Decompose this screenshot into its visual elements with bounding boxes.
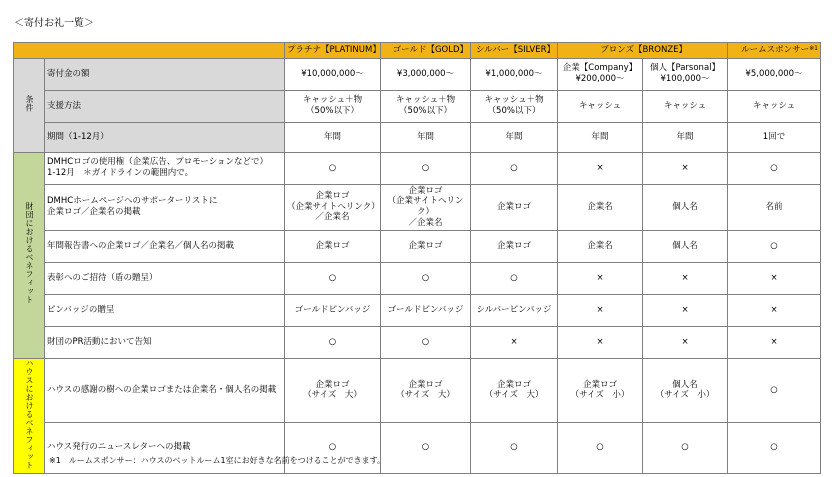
row-label-line: 財団のPR活動において告知 — [47, 336, 152, 347]
table-cell — [558, 230, 643, 262]
cell-text: × — [681, 272, 689, 283]
cell-text: ¥1,000,000～ — [485, 68, 543, 79]
cell-text: 企業名 — [587, 240, 613, 251]
cell-text: × — [596, 304, 604, 315]
table-cell — [381, 122, 471, 152]
row-label-line: 企業ロゴ／企業名の掲載 — [47, 207, 141, 217]
table-cell — [285, 152, 381, 184]
donation-benefits-table — [13, 42, 821, 474]
table-cell — [728, 262, 821, 294]
row-label — [45, 326, 285, 358]
col-header-room-sponsor: ルームスポンサー$^{※1}$ — [728, 43, 821, 59]
table-row — [14, 262, 821, 294]
section-label: 条件 — [25, 94, 34, 112]
col-header-bronze: ブロンズ【BRONZE】 — [558, 43, 728, 59]
cell-text: 年間 — [323, 131, 341, 142]
table-cell — [471, 230, 558, 262]
cell-text: × — [681, 162, 689, 173]
cell-text: ○ — [421, 336, 430, 347]
table-cell — [285, 358, 381, 422]
footnote: ※1 ルームスポンサー：ハウスのベットルーム1室にお好きな名前をつけることができます。 — [49, 456, 385, 465]
row-label-line: DMHCホームページへのサポーターリストに — [47, 196, 218, 207]
cell-text: （企業サイトへリンク） — [287, 201, 380, 212]
table-cell — [728, 184, 821, 230]
row-label-line: 1-12月 ＊ガイドラインの範囲内で。 — [47, 168, 194, 178]
cell-text: ○ — [770, 442, 778, 453]
table-cell — [643, 122, 728, 152]
table-cell — [471, 152, 558, 184]
cell-text: 企業【Company】 — [562, 63, 638, 74]
row-label — [45, 230, 285, 262]
table-cell — [643, 152, 728, 184]
page-title: ＜寄付お礼一覧＞ — [14, 18, 94, 29]
cell-text: キャッシュ＋物 — [484, 95, 544, 106]
cell-text: ○ — [328, 442, 337, 453]
cell-text: 年間 — [416, 131, 434, 142]
cell-text: × — [770, 336, 778, 347]
table-cell — [558, 58, 643, 90]
table-cell — [471, 262, 558, 294]
cell-text: （企業サイトへリンク） — [387, 196, 464, 217]
cell-text: 名前 — [765, 201, 783, 212]
table-row — [14, 90, 821, 122]
table-cell — [381, 90, 471, 122]
cell-text: ¥3,000,000～ — [396, 68, 455, 79]
table-cell — [558, 326, 643, 358]
cell-text: 企業ロゴ — [315, 379, 350, 390]
cell-text: ¥200,000～ — [575, 74, 625, 84]
cell-text: 個人名 — [672, 201, 698, 212]
col-header-silver: シルバー【SILVER】 — [471, 43, 558, 59]
table-cell — [471, 326, 558, 358]
table-cell — [728, 230, 821, 262]
cell-text: ゴールドピンバッジ — [294, 304, 371, 315]
table-cell — [471, 122, 558, 152]
table-row — [14, 358, 821, 422]
table-cell — [558, 90, 643, 122]
cell-text: 年間 — [591, 131, 609, 142]
table-cell — [728, 294, 821, 326]
cell-text: ○ — [770, 162, 778, 173]
table-cell — [471, 358, 558, 422]
cell-text: 年間 — [505, 131, 523, 142]
table-cell — [381, 58, 471, 90]
table-cell — [285, 90, 381, 122]
row-label-line: 年間報告書への企業ロゴ／企業名／個人名の掲載 — [47, 240, 235, 251]
cell-text: キャッシュ — [752, 100, 796, 111]
row-label — [45, 122, 285, 152]
table-cell — [643, 262, 728, 294]
row-label-line: 支援方法 — [47, 100, 82, 111]
cell-text: ○ — [681, 442, 689, 453]
cell-text: ／企業名 — [315, 212, 350, 223]
cell-text: 企業ロゴ — [496, 240, 531, 251]
table-cell — [285, 58, 381, 90]
table-cell — [381, 152, 471, 184]
cell-text: （サイズ 大） — [396, 390, 455, 401]
table-cell — [558, 152, 643, 184]
table-cell — [643, 358, 728, 422]
cell-text: ○ — [328, 336, 337, 347]
table-row — [14, 294, 821, 326]
cell-text: （50%以下） — [399, 106, 452, 116]
table-cell — [285, 262, 381, 294]
row-label-line: 寄付金の額 — [47, 68, 90, 79]
table-cell — [285, 294, 381, 326]
row-label-line: 表彰へのご招待（盾の贈呈） — [47, 272, 158, 283]
row-label-line: ハウスの感謝の樹への企業ロゴまたは企業名・個人名の掲載 — [47, 384, 277, 395]
cell-text: ¥5,000,000～ — [745, 68, 803, 79]
cell-text: × — [596, 272, 604, 283]
cell-text: （サイズ 大） — [303, 390, 362, 401]
col-header-gold: ゴールド【GOLD】 — [381, 43, 471, 59]
cell-text: 企業ロゴ — [408, 185, 443, 196]
cell-text: 企業ロゴ — [315, 240, 350, 251]
table-cell — [381, 358, 471, 422]
table-cell — [471, 294, 558, 326]
table-cell — [728, 358, 821, 422]
cell-text: 企業ロゴ — [315, 191, 350, 202]
cell-text: ○ — [421, 442, 430, 453]
cell-text: 企業ロゴ — [582, 379, 617, 390]
cell-text: ○ — [510, 272, 518, 283]
table-cell — [471, 184, 558, 230]
table-cell — [643, 422, 728, 473]
row-label-line: 期間（1-12月） — [47, 131, 109, 142]
row-label-line: ハウス発行のニュースレターへの掲載 — [47, 442, 191, 453]
cell-text: ○ — [328, 272, 337, 283]
cell-text: キャッシュ＋物 — [395, 95, 456, 106]
cell-text: ／企業名 — [408, 217, 443, 228]
cell-text: （50%以下） — [487, 106, 541, 116]
table-cell — [558, 122, 643, 152]
table-cell — [558, 262, 643, 294]
cell-text: （サイズ 小） — [655, 390, 715, 401]
cell-text: ○ — [596, 442, 604, 453]
cell-text: ○ — [770, 384, 778, 395]
table-row — [14, 122, 821, 152]
row-label-line: ピンバッジの贈呈 — [47, 304, 115, 315]
table-row — [14, 184, 821, 230]
row-label — [45, 294, 285, 326]
table-cell — [285, 122, 381, 152]
table-cell — [285, 230, 381, 262]
table-cell — [728, 152, 821, 184]
cell-text: キャッシュ — [663, 100, 707, 111]
cell-text: 企業ロゴ — [408, 379, 443, 390]
cell-text: ○ — [510, 442, 518, 453]
cell-text: × — [596, 336, 604, 347]
cell-text: シルバーピンバッジ — [476, 304, 552, 315]
section-label: 財団におけるベネフィット — [25, 202, 34, 305]
header-blank-cell — [14, 43, 285, 59]
table-row — [14, 230, 821, 262]
cell-text: 個人【Parsonal】 — [649, 63, 721, 74]
cell-text: キャッシュ — [578, 100, 622, 111]
table-cell — [381, 326, 471, 358]
cell-text: × — [681, 336, 689, 347]
table-cell — [643, 184, 728, 230]
table-row — [14, 152, 821, 184]
table-cell — [728, 326, 821, 358]
row-label — [45, 90, 285, 122]
table-cell — [728, 422, 821, 473]
table-cell — [643, 294, 728, 326]
table-cell — [558, 358, 643, 422]
cell-text: ゴールドピンバッジ — [387, 304, 464, 315]
cell-text: ○ — [421, 162, 430, 173]
table-cell — [728, 90, 821, 122]
footnote-mark: ※1 — [809, 44, 819, 52]
cell-text: （サイズ 大） — [484, 390, 544, 401]
cell-text: （50%以下） — [306, 106, 359, 116]
cell-text: ¥10,000,000～ — [301, 68, 364, 79]
table-row — [14, 326, 821, 358]
section-house-benefits — [14, 358, 45, 473]
cell-text: 企業ロゴ — [408, 240, 443, 251]
table-cell — [728, 58, 821, 90]
table-header-row — [14, 43, 821, 59]
cell-text: 個人名 — [672, 240, 698, 251]
table-cell — [471, 58, 558, 90]
cell-text: ○ — [328, 162, 337, 173]
row-label-line: DMHCロゴの使用権（企業広告、プロモーションなどで） — [47, 157, 269, 168]
table-cell — [558, 422, 643, 473]
col-header-platinum: プラチナ【PLATINUM】 — [285, 43, 381, 59]
cell-text: 年間 — [676, 131, 694, 142]
cell-text: 企業ロゴ — [496, 379, 531, 390]
row-label — [45, 262, 285, 294]
section-foundation-benefits — [14, 152, 45, 358]
section-label: ハウスにおけるベネフィット — [25, 358, 34, 469]
table-cell — [381, 294, 471, 326]
cell-text: × — [770, 304, 778, 315]
table-cell — [558, 184, 643, 230]
cell-text: 1回で — [762, 131, 786, 142]
cell-text: 企業ロゴ — [496, 201, 531, 212]
cell-text: 企業名 — [587, 201, 613, 212]
cell-text: ○ — [421, 272, 430, 283]
row-label — [45, 152, 285, 184]
table-row — [14, 58, 821, 90]
cell-text: × — [681, 304, 689, 315]
cell-text: × — [770, 272, 778, 283]
cell-text: ○ — [770, 240, 778, 251]
table-cell — [643, 326, 728, 358]
row-label — [45, 184, 285, 230]
table-cell — [471, 90, 558, 122]
row-label — [45, 358, 285, 422]
section-conditions — [14, 58, 45, 152]
table-cell — [558, 294, 643, 326]
table-cell — [643, 230, 728, 262]
table-cell — [643, 58, 728, 90]
table-cell — [728, 122, 821, 152]
cell-text: ¥100,000～ — [660, 74, 710, 84]
cell-text: × — [510, 336, 518, 347]
table-cell — [381, 262, 471, 294]
cell-text: × — [596, 162, 604, 173]
cell-text: キャッシュ＋物 — [302, 95, 363, 106]
table-cell — [381, 230, 471, 262]
table-cell — [381, 184, 471, 230]
row-label — [45, 58, 285, 90]
table-cell — [381, 422, 471, 473]
table-cell — [471, 422, 558, 473]
cell-text: （サイズ 小） — [570, 390, 630, 401]
cell-text: ○ — [510, 162, 518, 173]
table-cell — [285, 326, 381, 358]
table-cell — [643, 90, 728, 122]
table-cell — [285, 184, 381, 230]
cell-text: 個人名 — [672, 379, 698, 390]
